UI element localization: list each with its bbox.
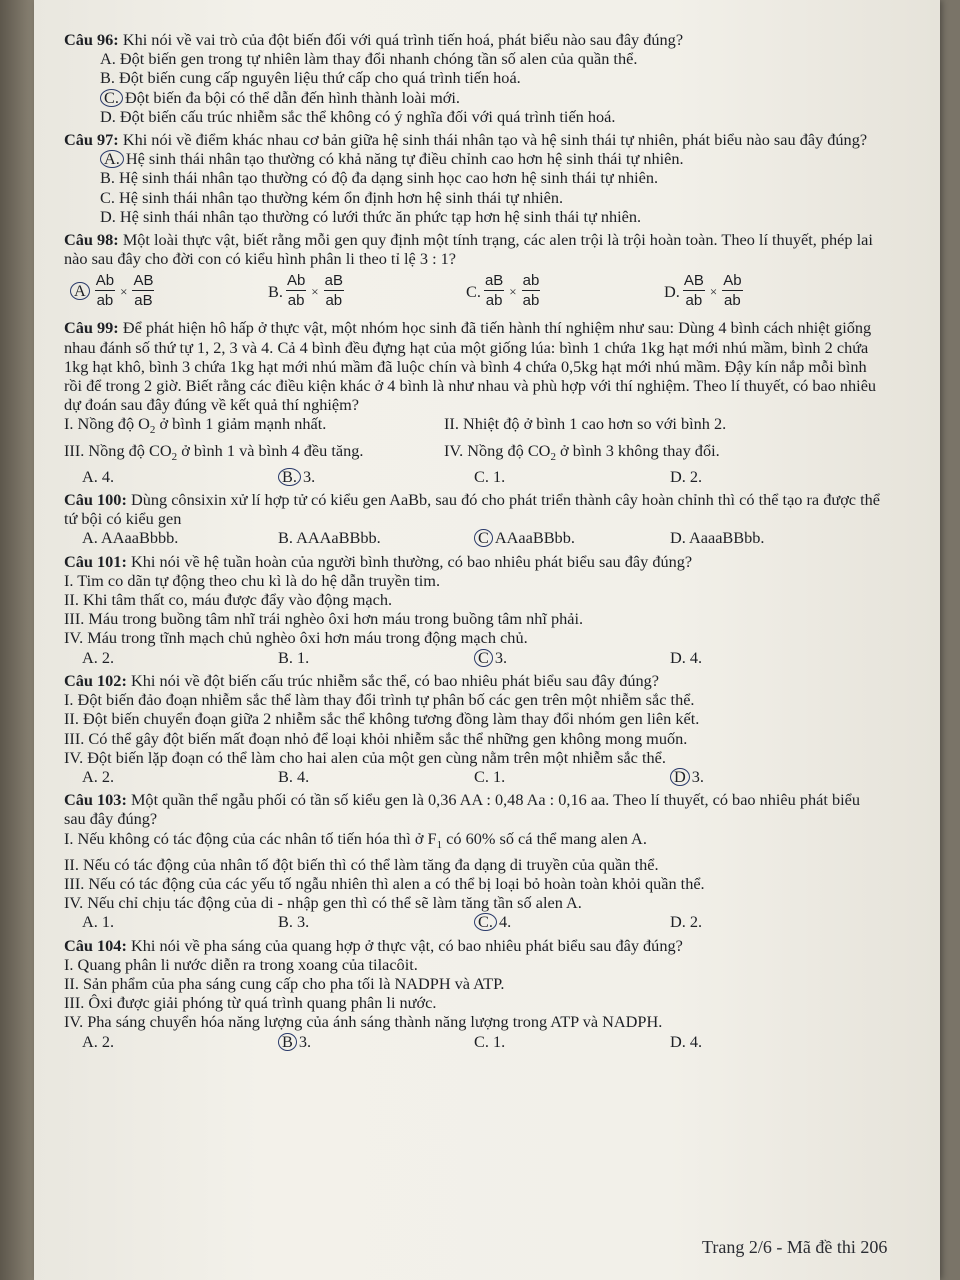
statement-2: II. Đột biến chuyển đoạn giữa 2 nhiễm sắc thể không tương đồng làm thay đổi nhóm gen liên kết. xyxy=(64,709,700,729)
statements-row-1 xyxy=(64,414,884,440)
question-103 xyxy=(64,790,884,931)
question-stem: Câu 101: Khi nói về hệ tuần hoàn của người bình thường, có bao nhiêu phát biểu sau đây đúng? xyxy=(64,551,693,571)
question-98 xyxy=(64,230,884,314)
question-stem: Câu 102: Khi nói về đột biến cấu trúc nhiễm sắc thể, có bao nhiêu phát biểu sau đây đúng? xyxy=(64,670,660,690)
statement-1: I. Nếu không có tác động của các nhân tố tiến hóa thì ở $F_1$ có 60% số cá thể mang alen A. xyxy=(64,828,647,851)
option-a: A $\frac{Ab}{ab}$ × $\frac{AB}{aB}$ xyxy=(70,271,268,311)
question-stem: Câu 104: Khi nói về pha sáng của quang hợp ở thực vật, có bao nhiêu phát biểu sau đây đúng? xyxy=(64,935,683,955)
option-a: A. AAaaBbbb. xyxy=(82,528,179,548)
option-b: B. 3. xyxy=(278,467,474,486)
option-d: D. 4. xyxy=(670,647,703,667)
option-c: C. Hệ sinh thái nhân tạo thường kém ổn định hơn hệ sinh thái tự nhiên. xyxy=(100,187,564,207)
genotype-fraction: $\frac{AB}{aB}$ xyxy=(133,272,154,310)
option-c: C. 1. xyxy=(474,766,506,786)
answer-circle: C xyxy=(474,529,493,547)
option-a: A. 2. xyxy=(82,647,115,667)
answer-options xyxy=(64,467,884,486)
statement-3: III. Máu trong buồng tâm nhĩ trái nghèo ôxi hơn máu trong buồng tâm nhĩ phải. xyxy=(64,609,584,629)
option-c: C. $\frac{aB}{ab}$ × $\frac{ab}{ab}$ xyxy=(466,272,540,310)
option-d: D. 2. xyxy=(670,466,703,486)
option-a: A. 4. xyxy=(82,466,115,486)
exam-page xyxy=(34,0,940,1280)
statement-2: II. Khi tâm thất co, máu được đẩy vào động mạch. xyxy=(64,590,393,610)
statement-2: II. Nhiệt độ ở bình 1 cao hơn so với bình 2. xyxy=(444,414,727,434)
option-c: C AAaaBBbb. xyxy=(474,528,670,547)
statement-4: IV. Pha sáng chuyển hóa năng lượng của ánh sáng thành năng lượng trong ATP và NADPH. xyxy=(64,1012,663,1032)
option-c: C 3. xyxy=(474,648,670,667)
option-c: C. 1. xyxy=(474,466,506,486)
genotype-fraction: $\frac{Ab}{ab}$ xyxy=(95,272,115,310)
question-stem: Câu 100: Dùng cônsixin xử lí hợp tử có kiểu gen AaBb, sau đó cho phát triển thành cây hoàn chỉnh thì có thể tạo ra được thể tứ bội có kiểu gen xyxy=(64,490,880,529)
option-d: D. $\frac{AB}{ab}$ × $\frac{Ab}{ab}$ xyxy=(664,272,742,310)
option-a: A. Đột biến gen trong tự nhiên làm thay đổi nhanh chóng tần số alen của quần thể. xyxy=(100,49,638,69)
answer-circle: A. xyxy=(100,150,124,168)
answer-options xyxy=(64,767,884,786)
option-a: A. Hệ sinh thái nhân tạo thường có khả năng tự điều chỉnh cao hơn hệ sinh thái tự nhiên. xyxy=(64,149,884,168)
statement-1: I. Nồng độ $O_2$ ở bình 1 giảm mạnh nhất. xyxy=(64,414,327,437)
genotype-fraction: $\frac{AB}{ab}$ xyxy=(683,272,704,310)
option-b: B. AAAaBBbb. xyxy=(278,528,381,548)
statement-1: I. Quang phân li nước diễn ra trong xoang của tilacôit. xyxy=(64,954,418,974)
statements-row-2 xyxy=(64,441,884,467)
statement-1: I. Tim co dãn tự động theo chu kì là do hệ dẫn truyền tim. xyxy=(64,570,441,590)
statement-1: I. Đột biến đảo đoạn nhiễm sắc thể làm thay đổi trình tự phân bố các gen trên một nhiễm sắc thể. xyxy=(64,690,695,710)
answer-circle: A xyxy=(70,282,90,300)
question-100 xyxy=(64,490,884,548)
statement-4: IV. Nồng độ $CO_2$ ở bình 3 không thay đổi. xyxy=(444,440,720,463)
question-104 xyxy=(64,936,884,1051)
option-c: C. 1. xyxy=(474,1031,506,1051)
statement-4: IV. Đột biến lặp đoạn có thể làm cho hai alen của một gen cùng nằm trên một nhiễm sắc thể. xyxy=(64,747,666,767)
option-b: B. 3. xyxy=(278,912,310,932)
statement-3: III. Ôxi được giải phóng từ quá trình quang phân li nước. xyxy=(64,993,437,1013)
answer-options xyxy=(64,528,884,547)
statement-2: II. Sản phẩm của pha sáng cung cấp cho pha tối là NADPH và ATP. xyxy=(64,973,505,993)
answer-options xyxy=(64,1032,884,1051)
statement-4: IV. Nếu chỉ chịu tác động của di - nhập gen thì có thể sẽ làm tăng tần số alen A. xyxy=(64,893,582,913)
genotype-fraction: $\frac{Ab}{ab}$ xyxy=(286,272,306,310)
statement-2: II. Nếu có tác động của nhân tố đột biến thì có thể làm tăng đa dạng di truyền của quần thể. xyxy=(64,854,659,874)
option-d: D. Đột biến cấu trúc nhiễm sắc thể không có ý nghĩa đối với quá trình tiến hoá. xyxy=(100,106,616,126)
answer-circle: B xyxy=(278,1033,297,1051)
answer-circle: C. xyxy=(100,89,123,107)
statement-3: III. Có thể gây đột biến mất đoạn nhỏ để loại khỏi nhiễm sắc thể những gen không mong muốn. xyxy=(64,728,688,748)
question-101 xyxy=(64,552,884,667)
statement-4: IV. Máu trong tĩnh mạch chủ nghèo ôxi hơn máu trong động mạch chủ. xyxy=(64,628,528,648)
question-stem: Câu 99: Để phát hiện hô hấp ở thực vật, một nhóm học sinh đã tiến hành thí nghiệm như sau: Dùng 4 bình cách nhiệt giống nhau đánh số thứ tự 1, 2, 3 và 4. Cả 4 bình đều đựng hạt của một giống lúa: bình 1 chứa 1kg hạt mới nhú mầm, bình 2 chứa 1kg hạt khô, bình 3 chứa 1kg hạt mới nhú mầm đã luộc chín và bình 4 chứa 0,5kg hạt mới nhú mầm. Đậy kín nắp mỗi bình rồi để trong 2 giờ. Biết rằng các điều kiện khác ở 4 bình là như nhau và phù hợp với thí nghiệm. Theo lí thuyết, có bao nhiêu dự đoán sau đây đúng về kết quả thí nghiệm? xyxy=(64,318,877,415)
question-102 xyxy=(64,671,884,786)
option-a: A. 2. xyxy=(82,766,115,786)
statement-3: III. Nồng độ $CO_2$ ở bình 1 và bình 4 đều tăng. xyxy=(64,440,364,463)
answer-circle: C xyxy=(474,649,493,667)
question-stem: Câu 96: Khi nói về vai trò của đột biến đối với quá trình tiến hoá, phát biểu nào sau đây đúng? xyxy=(64,30,684,49)
answer-options xyxy=(64,648,884,667)
option-b: B 3. xyxy=(278,1032,474,1051)
option-d: D. Hệ sinh thái nhân tạo thường có lưới thức ăn phức tạp hơn hệ sinh thái tự nhiên. xyxy=(100,206,642,226)
option-d: D. AaaaBBbb. xyxy=(670,528,765,548)
option-c: C. Đột biến đa bội có thể dẫn đến hình thành loài mới. xyxy=(64,88,884,107)
genotype-fraction: $\frac{aB}{ab}$ xyxy=(484,272,504,310)
option-a: A. 2. xyxy=(82,1031,115,1051)
genotype-fraction: $\frac{Ab}{ab}$ xyxy=(723,272,742,310)
answer-circle: B. xyxy=(278,468,301,486)
option-b: B. Hệ sinh thái nhân tạo thường có độ đa dạng sinh học cao hơn hệ sinh thái tự nhiên. xyxy=(100,168,659,188)
question-96 xyxy=(64,30,884,126)
genotype-fraction: $\frac{aB}{ab}$ xyxy=(324,272,343,310)
question-stem: Câu 103: Một quần thể ngẫu phối có tần số kiểu gen là 0,36 AA : 0,48 Aa : 0,16 aa. Theo lí thuyết, có bao nhiêu phát biểu sau đây đúng? xyxy=(64,790,861,829)
option-d: D. 4. xyxy=(670,1031,703,1051)
genotype-fraction: $\frac{ab}{ab}$ xyxy=(522,272,540,310)
option-b: B. Đột biến cung cấp nguyên liệu thứ cấp cho quá trình tiến hoá. xyxy=(100,68,521,88)
question-97 xyxy=(64,130,884,226)
exam-content xyxy=(64,30,884,1055)
option-b: B. 4. xyxy=(278,766,310,786)
statement-3: III. Nếu có tác động của các yếu tố ngẫu nhiên thì alen a có thể bị loại bỏ hoàn toàn khỏi quần thể. xyxy=(64,873,705,893)
question-stem: Câu 97: Khi nói về điểm khác nhau cơ bản giữa hệ sinh thái nhân tạo và hệ sinh thái tự nhiên, phát biểu nào sau đây đúng? xyxy=(64,130,868,150)
question-99 xyxy=(64,318,884,486)
page-footer: Trang 2/6 - Mã đề thi 206 xyxy=(702,1237,888,1257)
option-c: C. 4. xyxy=(474,912,670,931)
answer-options xyxy=(64,912,884,931)
answer-circle: D xyxy=(670,768,690,786)
option-d: D. 2. xyxy=(670,912,703,932)
option-d: D 3. xyxy=(670,767,866,786)
option-b: B. $\frac{Ab}{ab}$ × $\frac{aB}{ab}$ xyxy=(268,272,343,310)
left-edge-shadow xyxy=(0,0,34,1280)
option-b: B. 1. xyxy=(278,647,310,667)
question-stem: Câu 98: Một loài thực vật, biết rằng mỗi gen quy định một tính trạng, các alen trội là trội hoàn toàn. Theo lí thuyết, phép lai nào sau đây cho đời con có kiểu hình phân li theo tỉ lệ 3 : 1? xyxy=(64,230,873,269)
answer-circle: C. xyxy=(474,913,497,931)
cross-options xyxy=(64,268,884,314)
option-a: A. 1. xyxy=(82,912,115,932)
